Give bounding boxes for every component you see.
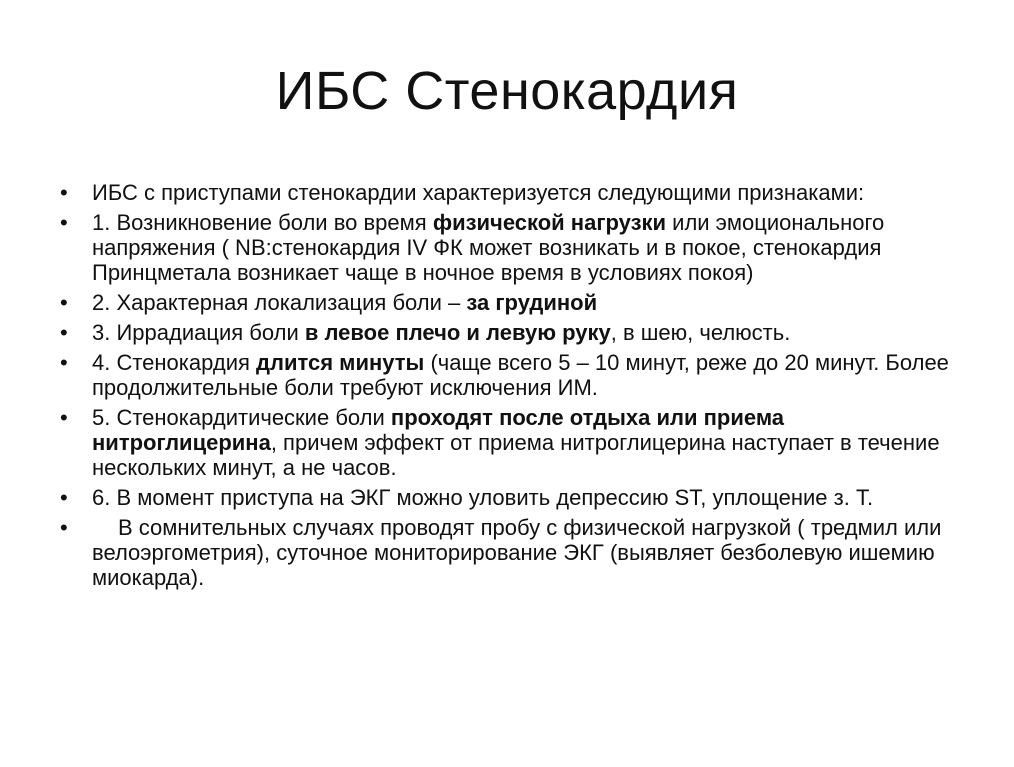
bullet-text-part: 3. Иррадиация боли <box>92 320 305 345</box>
bullet-dot-icon: • <box>60 210 68 235</box>
bullet-text <box>92 405 940 480</box>
bullet-text-bold: в левое плечо и левую руку <box>304 320 611 345</box>
bullet-item <box>60 515 960 590</box>
bullet-list <box>60 180 960 595</box>
bullet-dot-icon: • <box>60 350 68 375</box>
bullet-text <box>92 210 884 285</box>
bullet-text-bold: длится минуты <box>256 350 425 375</box>
bullet-text-part: В сомнительных случаях проводят пробу с физической нагрузкой ( тредмил или велоэргометрия), суточное мониторирование ЭКГ (выявляет безболевую ишемию миокарда). <box>92 515 942 590</box>
bullet-dot-icon: • <box>60 180 68 205</box>
slide-title: ИБС Стенокардия <box>275 61 739 121</box>
bullet-item <box>60 350 960 400</box>
bullet-text-part: 5. Стенокардитические боли <box>92 405 391 430</box>
bullet-text-part: 2. Характерная локализация боли – <box>92 290 467 315</box>
bullet-text-bold: физической нагрузки <box>432 210 667 235</box>
bullet-text <box>92 320 790 345</box>
bullet-text <box>92 290 597 315</box>
bullet-text <box>92 515 941 590</box>
bullet-item <box>60 210 960 285</box>
bullet-item <box>60 485 960 510</box>
bullet-dot-icon: • <box>60 290 68 315</box>
bullet-text-part: 6. В момент приступа на ЭКГ можно уловить депрессию ST, уплощение з. Т. <box>92 485 874 510</box>
bullet-text-bold: проходят после отдыха или приема нитроглицерина <box>92 405 785 455</box>
bullet-text <box>92 180 864 205</box>
bullet-item <box>60 320 960 345</box>
bullet-dot-icon: • <box>60 405 68 430</box>
bullet-text <box>92 350 949 400</box>
bullet-text-part: , в шею, челюсть. <box>610 320 791 345</box>
bullet-text-bold: за грудиной <box>466 290 598 315</box>
bullet-text <box>92 485 873 510</box>
bullet-item <box>60 290 960 315</box>
bullet-text-part: 1. Возникновение боли во время <box>92 210 433 235</box>
bullet-dot-icon: • <box>60 515 68 540</box>
bullet-text-part: (чаще всего 5 – 10 минут, реже до 20 минут. Более продолжительные боли требуют исключения ИМ. <box>92 350 949 400</box>
bullet-item <box>60 405 960 480</box>
bullet-dot-icon: • <box>60 485 68 510</box>
bullet-item <box>60 180 960 205</box>
bullet-dot-icon: • <box>60 320 68 345</box>
bullet-text-part: , причем эффект от приема нитроглицерина наступает в течение нескольких минут, а не часов. <box>92 430 940 480</box>
bullet-text-part: 4. Стенокардия <box>92 350 257 375</box>
bullet-text-part: ИБС с приступами стенокардии характеризуется следующими признаками: <box>92 180 865 205</box>
bullet-text-part: или эмоционального напряжения ( NB:стенокардия IV ФК может возникать и в покое, стенокардия Принцметала возникает чаще в ночное время в условиях покоя) <box>92 210 885 285</box>
